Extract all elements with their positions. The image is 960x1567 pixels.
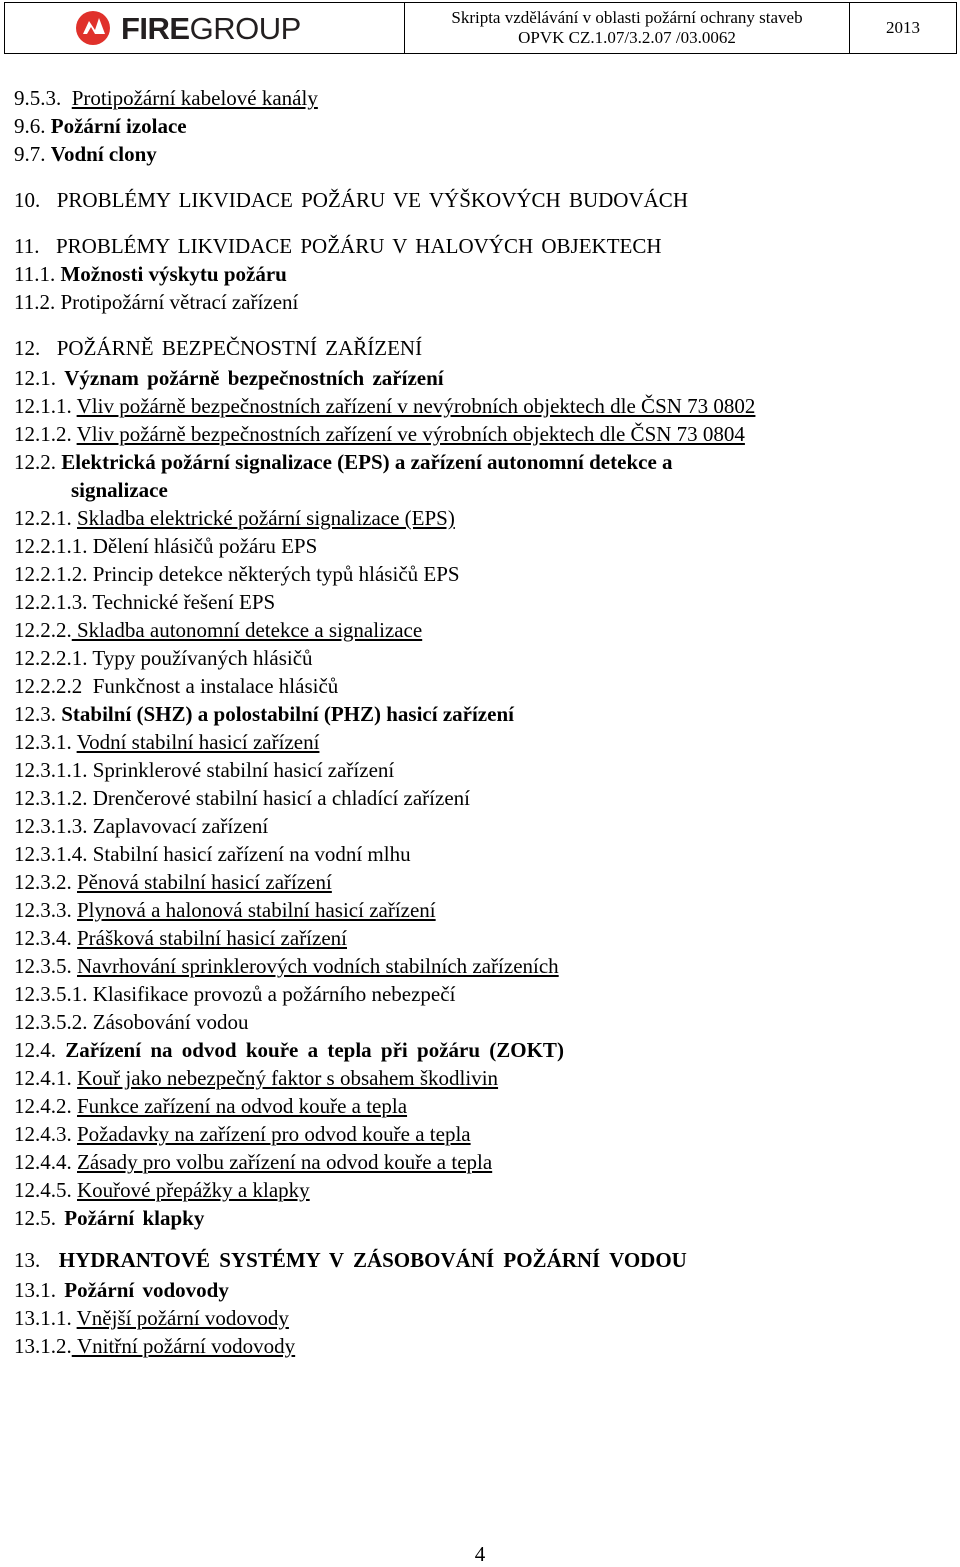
toc-line: 13. HYDRANTOVÉ SYSTÉMY V ZÁSOBOVÁNÍ POŽÁRNÍ VODOU: [14, 1248, 687, 1272]
toc-line: 12.4.2. Funkce zařízení na odvod kouře a tepla: [14, 1094, 408, 1118]
logo-text-bold: FIRE: [121, 10, 190, 46]
toc-line: 12.2. Elektrická požární signalizace (EPS) a zařízení autonomní detekce a: [14, 450, 673, 474]
toc-line: 12.2.2. Skladba autonomní detekce a signalizace: [14, 618, 423, 642]
toc-link[interactable]: Zásady pro volbu zařízení na odvod kouře a tepla: [77, 1150, 493, 1174]
toc-line: 12.3.1.1. Sprinklerové stabilní hasicí zařízení: [14, 758, 395, 782]
toc-line: 12.4. Zařízení na odvod kouře a tepla při požáru (ZOKT): [14, 1038, 564, 1062]
header-year: 2013: [886, 18, 920, 37]
toc-line: signalizace: [71, 478, 168, 502]
toc-link[interactable]: Vliv požárně bezpečnostních zařízení ve výrobních objektech dle ČSN 73 0804: [76, 422, 745, 446]
toc-link[interactable]: Kouřové přepážky a klapky: [77, 1178, 310, 1202]
toc-line: 12.1. Význam požárně bezpečnostních zařízení: [14, 366, 444, 390]
toc-link[interactable]: Skladba autonomní detekce a signalizace: [77, 618, 423, 642]
header-title-line2: OPVK CZ.1.07/3.2.07 /03.0062: [518, 28, 736, 47]
toc-line: 12.3.2. Pěnová stabilní hasicí zařízení: [14, 870, 332, 894]
page-header: [4, 2, 957, 54]
fire-logo-icon: [71, 8, 117, 48]
toc-line: 12.3.5.1. Klasifikace provozů a požárního nebezpečí: [14, 982, 456, 1006]
toc-link[interactable]: Skladba elektrické požární signalizace (EPS): [77, 506, 455, 530]
toc-link[interactable]: Vnější požární vodovody: [76, 1306, 289, 1330]
toc-line: 12.2.2.2 Funkčnost a instalace hlásičů: [14, 674, 339, 698]
toc-line: 9.5.3. Protipožární kabelové kanály: [14, 86, 318, 110]
toc-line: 12.2.2.1. Typy používaných hlásičů: [14, 646, 313, 670]
toc-link[interactable]: Vodní stabilní hasicí zařízení: [76, 730, 320, 754]
toc-line: 12.3.5. Navrhování sprinklerových vodních stabilních zařízeních: [14, 954, 559, 978]
toc-link[interactable]: Funkce zařízení na odvod kouře a tepla: [77, 1094, 408, 1118]
logo-text-light: GROUP: [189, 10, 301, 46]
toc-line: 10. PROBLÉMY LIKVIDACE POŽÁRU VE VÝŠKOVÝCH BUDOVÁCH: [14, 188, 688, 212]
toc-link[interactable]: Vliv požárně bezpečnostních zařízení v nevýrobních objektech dle ČSN 73 0802: [76, 394, 756, 418]
toc-link[interactable]: Navrhování sprinklerových vodních stabilních zařízeních: [77, 954, 559, 978]
page-number: 4: [474, 1542, 486, 1566]
toc-link[interactable]: Prášková stabilní hasicí zařízení: [77, 926, 347, 950]
toc-link[interactable]: Vnitřní požární vodovody: [77, 1334, 296, 1358]
toc-line: 12.3.1.2. Drenčerové stabilní hasicí a chladící zařízení: [14, 786, 470, 810]
toc-line: 12.4.3. Požadavky na zařízení pro odvod kouře a tepla: [14, 1122, 471, 1146]
toc-line: 12.4.4. Zásady pro volbu zařízení na odvod kouře a tepla: [14, 1150, 493, 1174]
toc-line: 12.4.1. Kouř jako nebezpečný faktor s obsahem škodlivin: [14, 1066, 499, 1090]
toc-line: 12.4.5. Kouřové přepážky a klapky: [14, 1178, 310, 1202]
toc-line: 12.3.5.2. Zásobování vodou: [14, 1010, 249, 1034]
toc-line: 11. PROBLÉMY LIKVIDACE POŽÁRU V HALOVÝCH OBJEKTECH: [14, 234, 662, 258]
toc-line: 12.5. Požární klapky: [14, 1206, 205, 1230]
toc-line: 12.2.1. Skladba elektrické požární signalizace (EPS): [14, 506, 455, 530]
header-title-line1: Skripta vzdělávání v oblasti požární ochrany staveb: [451, 8, 803, 27]
toc-line: 9.6. Požární izolace: [14, 114, 187, 138]
toc-line: 12. POŽÁRNĚ BEZPEČNOSTNÍ ZAŘÍZENÍ: [14, 336, 423, 360]
toc-line: 13.1. Požární vodovody: [14, 1278, 229, 1302]
toc-line: 12.1.2. Vliv požárně bezpečnostních zařízení ve výrobních objektech dle ČSN 73 0804: [14, 422, 745, 446]
toc-line: 12.3. Stabilní (SHZ) a polostabilní (PHZ) hasicí zařízení: [14, 702, 514, 726]
toc-line: 12.2.1.3. Technické řešení EPS: [14, 590, 276, 614]
toc-link[interactable]: Pěnová stabilní hasicí zařízení: [77, 870, 332, 894]
toc-line: 12.3.1.4. Stabilní hasicí zařízení na vodní mlhu: [14, 842, 411, 866]
logo: [5, 3, 405, 53]
toc-line: 11.1. Možnosti výskytu požáru: [14, 262, 287, 286]
toc-link[interactable]: Protipožární kabelové kanály: [71, 86, 318, 110]
toc-line: 9.7. Vodní clony: [14, 142, 157, 166]
toc-line: 11.2. Protipožární větrací zařízení: [14, 290, 299, 314]
toc-line: 12.3.4. Prášková stabilní hasicí zařízení: [14, 926, 347, 950]
toc-line: 13.1.1. Vnější požární vodovody: [14, 1306, 289, 1330]
toc-line: 12.3.3. Plynová a halonová stabilní hasicí zařízení: [14, 898, 436, 922]
toc-link[interactable]: Kouř jako nebezpečný faktor s obsahem škodlivin: [77, 1066, 499, 1090]
toc-line: 12.2.1.2. Princip detekce některých typů hlásičů EPS: [14, 562, 460, 586]
toc-link[interactable]: Plynová a halonová stabilní hasicí zařízení: [77, 898, 436, 922]
toc-line: 12.1.1. Vliv požárně bezpečnostních zařízení v nevýrobních objektech dle ČSN 73 0802: [14, 394, 756, 418]
toc-line: 12.2.1.1. Dělení hlásičů požáru EPS: [14, 534, 318, 558]
toc-line: 13.1.2. Vnitřní požární vodovody: [14, 1334, 296, 1358]
toc-line: 12.3.1.3. Zaplavovací zařízení: [14, 814, 269, 838]
toc-line: 12.3.1. Vodní stabilní hasicí zařízení: [14, 730, 320, 754]
toc-link[interactable]: Požadavky na zařízení pro odvod kouře a tepla: [77, 1122, 471, 1146]
header-title: [405, 3, 850, 53]
